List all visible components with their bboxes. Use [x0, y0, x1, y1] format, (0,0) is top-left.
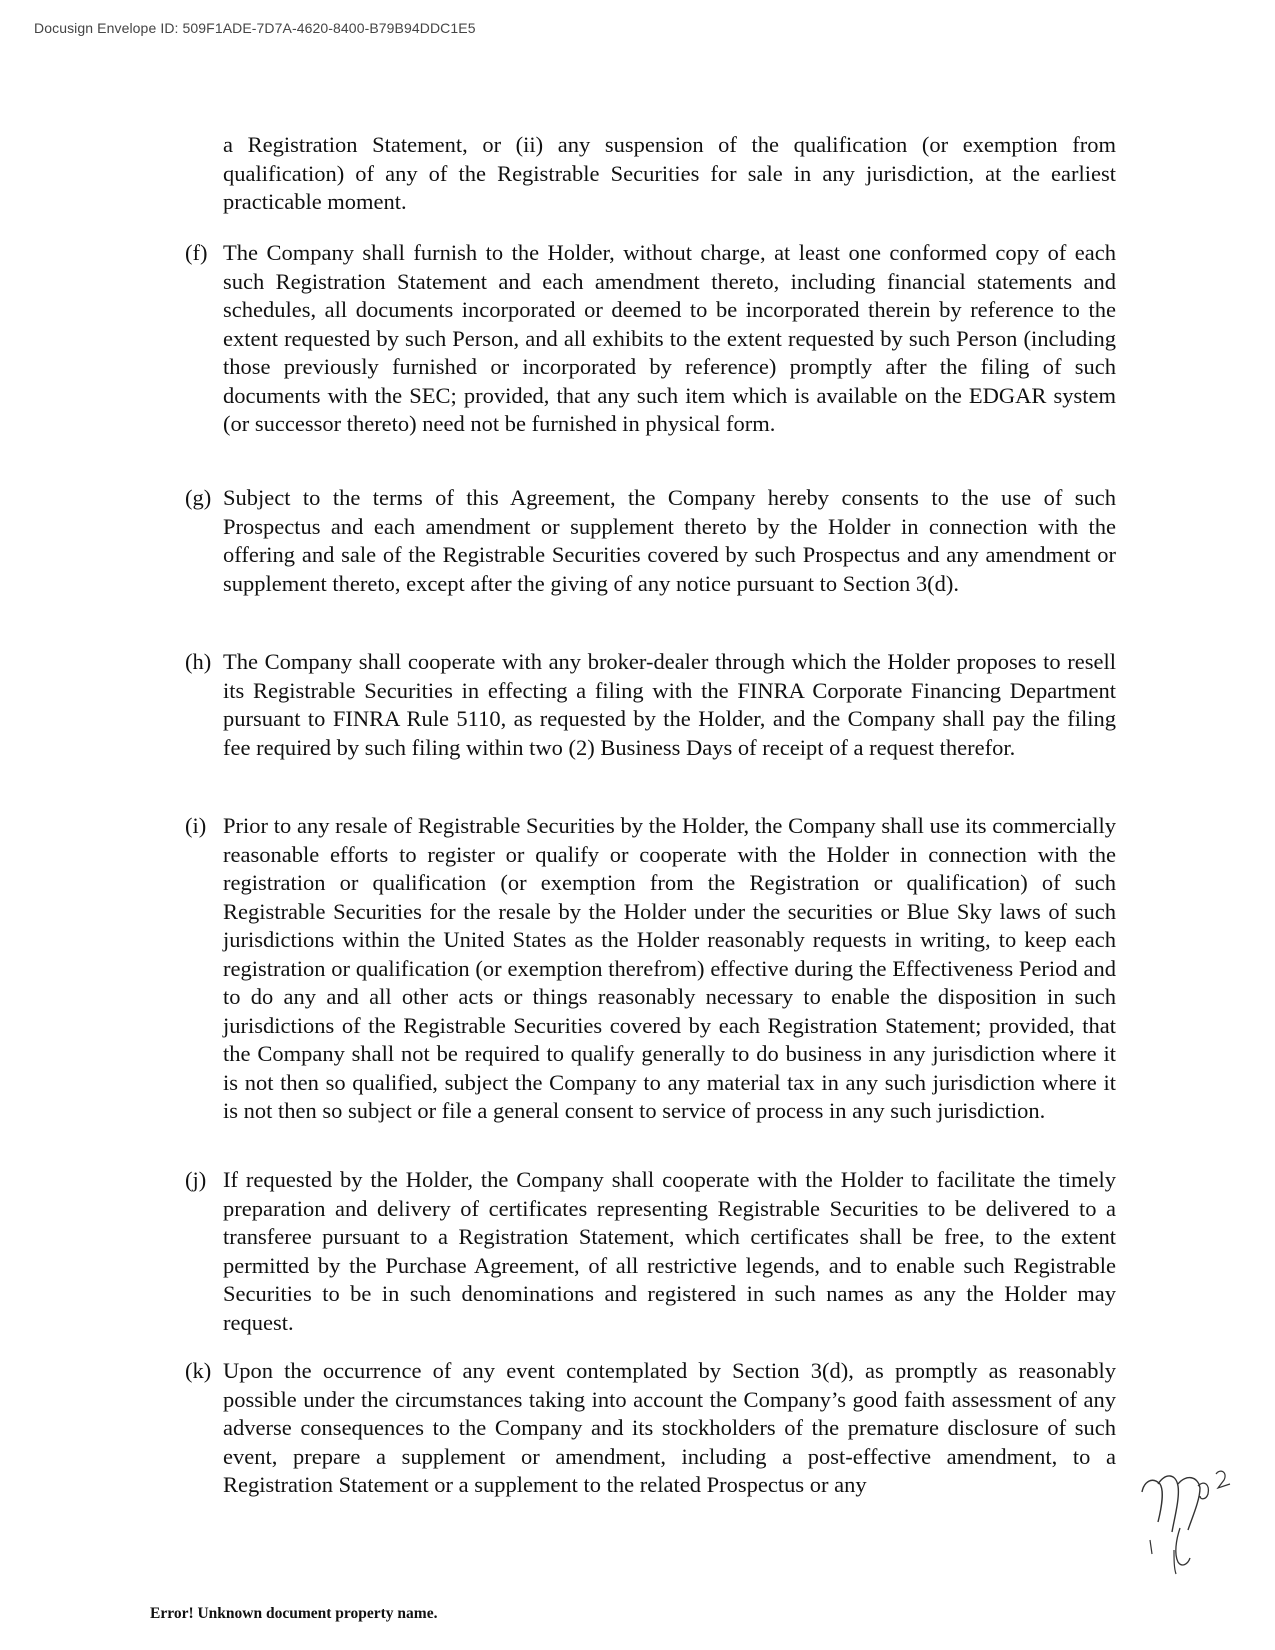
clause-text: Subject to the terms of this Agreement, the Company hereby consents to the use of such Prospectus and each amendment or supplement thereto by the Holder in connection with the offering and sale of the Registrable Securities covered by such Prospectus and any amendment or supplement thereto, except after the giving of any notice pursuant to Section 3(d).	[223, 485, 1116, 596]
docusign-envelope-id: Docusign Envelope ID: 509F1ADE-7D7A-4620-8400-B79B94DDC1E5	[34, 20, 476, 36]
clause-h	[185, 648, 1116, 762]
clause-marker: (i)	[185, 813, 207, 838]
clause-text: The Company shall cooperate with any broker-dealer through which the Holder proposes to resell its Registrable Securities in effecting a filing with the FINRA Corporate Financing Department pursuant to FINRA Rule 5110, as requested by the Holder, and the Company shall pay the filing fee required by such filing within two (2) Business Days of receipt of a request therefor.	[223, 649, 1116, 760]
clause-marker: (k)	[185, 1358, 212, 1383]
clause-i	[185, 812, 1116, 1126]
clause-text: Upon the occurrence of any event contemplated by Section 3(d), as promptly as reasonably possible under the circumstances taking into account the Company’s good faith assessment of any adverse consequences to the Company and its stockholders of the premature disclosure of such event, prepare a supplement or amendment, including a post-effective amendment, to a Registration Statement or a supplement to the related Prospectus or any	[223, 1358, 1116, 1497]
clause-marker: (h)	[185, 649, 212, 674]
handwritten-initials-signature	[1140, 1470, 1240, 1630]
clause-text: The Company shall furnish to the Holder, without charge, at least one conformed copy of each such Registration Statement and each amendment thereto, including financial statements and schedules, all documents incorporated or deemed to be incorporated therein by reference to the extent requested by such Person, and all exhibits to the extent requested by such Person (including those previously furnished or incorporated by reference) promptly after the filing of such documents with the SEC; provided, that any such item which is available on the EDGAR system (or successor thereto) need not be furnished in physical form.	[223, 240, 1116, 436]
clause-f	[185, 239, 1116, 439]
clause-marker: (g)	[185, 485, 212, 510]
clause-k	[185, 1357, 1116, 1500]
clause-marker: (f)	[185, 240, 208, 265]
continuation-paragraph: a Registration Statement, or (ii) any suspension of the qualification (or exemption from qualification) of any of the Registrable Securities for sale in any jurisdiction, at the earliest practicable moment.	[223, 132, 1116, 214]
clause-text: If requested by the Holder, the Company shall cooperate with the Holder to facilitate the timely preparation and delivery of certificates representing Registrable Securities to be delivered to a transferee pursuant to a Registration Statement, which certificates shall be free, to the extent permitted by the Purchase Agreement, of all restrictive legends, and to enable such Registrable Securities to be in such denominations and registered in such names as any the Holder may request.	[223, 1167, 1116, 1335]
clause-j	[185, 1166, 1116, 1337]
clause-text: Prior to any resale of Registrable Securities by the Holder, the Company shall use its commercially reasonable efforts to register or qualify or cooperate with the Holder in connection with the registration or qualification (or exemption from the Registration or qualification) of such Registrable Securities for the resale by the Holder under the securities or Blue Sky laws of such jurisdictions within the United States as the Holder reasonably requests in writing, to keep each registration or qualification (or exemption therefrom) effective during the Effectiveness Period and to do any and all other acts or things reasonably necessary to enable the disposition in such jurisdictions of the Registrable Securities covered by each Registration Statement; provided, that the Company shall not be required to qualify generally to do business in any jurisdiction where it is not then so qualified, subject the Company to any material tax in any such jurisdiction where it is not then so subject or file a general consent to service of process in any such jurisdiction.	[223, 813, 1116, 1123]
footer-error-text: Error! Unknown document property name.	[150, 1605, 438, 1622]
clause-g	[185, 484, 1116, 598]
clause-marker: (j)	[185, 1167, 207, 1192]
